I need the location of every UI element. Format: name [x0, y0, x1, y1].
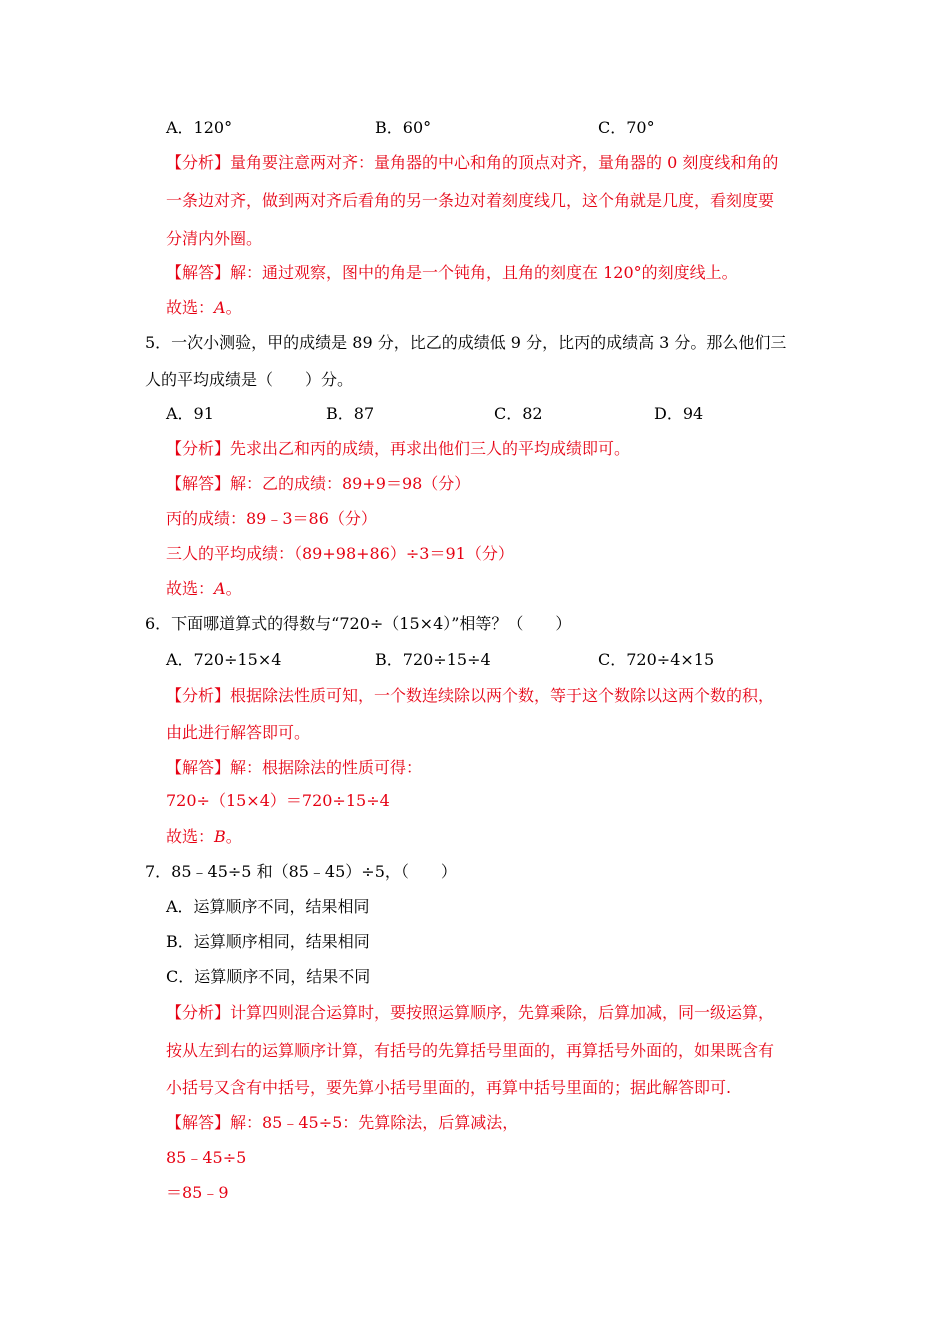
- q6-solution-line-2: 720÷（15×4）＝720÷15÷4: [166, 791, 390, 810]
- q6-choice: [166, 827, 242, 847]
- q4-analysis-line-1: 【分析】量角要注意两对齐：量角器的中心和角的顶点对齐，量角器的 0 刻度线和角的: [166, 153, 779, 172]
- q5-option-d: D．94: [654, 404, 704, 423]
- q4-choice: [166, 298, 242, 318]
- q5-solution-line-1: 【解答】解：乙的成绩：89+9＝98（分）: [166, 474, 471, 493]
- q7-solution-line-2: 85﹣45÷5: [166, 1148, 247, 1167]
- q7-analysis-line-2: 按从左到右的运算顺序计算，有括号的先算括号里面的，再算括号外面的，如果既含有: [166, 1041, 775, 1060]
- q6-option-b: B．720÷15÷4: [375, 650, 491, 669]
- q5-choice-suffix: 。: [225, 579, 242, 598]
- q6-choice-letter: B: [214, 827, 226, 846]
- q4-choice-suffix: 。: [225, 298, 242, 317]
- q5-option-a: A．91: [166, 404, 214, 423]
- q4-choice-prefix: 故选：: [166, 298, 215, 317]
- q6-option-c: C．720÷4×15: [598, 650, 715, 669]
- q7-option-a: A．运算顺序不同，结果相同: [166, 897, 370, 916]
- q5-choice-letter: A: [214, 579, 226, 598]
- q5-solution-line-2: 丙的成绩：89﹣3＝86（分）: [166, 509, 377, 528]
- q4-option-b: B．60°: [375, 118, 432, 137]
- q7-analysis-line-3: 小括号又含有中括号，要先算小括号里面的，再算中括号里面的；据此解答即可.: [166, 1078, 732, 1097]
- q6-solution-line-1: 【解答】解：根据除法的性质可得：: [166, 758, 423, 777]
- q5-choice-prefix: 故选：: [166, 579, 215, 598]
- q4-analysis-line-2: 一条边对齐，做到两对齐后看角的另一条边对着刻度线几，这个角就是几度，看刻度要: [166, 191, 775, 210]
- q7-option-c: C．运算顺序不同，结果不同: [166, 967, 371, 986]
- q5-analysis: 【分析】先求出乙和丙的成绩，再求出他们三人的平均成绩即可。: [166, 439, 631, 458]
- q4-analysis-line-3: 分清内外圈。: [166, 229, 263, 248]
- q7-question: 7．85﹣45÷5 和（85﹣45）÷5，（ ）: [145, 862, 457, 881]
- q6-choice-suffix: 。: [225, 827, 242, 846]
- q7-analysis-line-1: 【分析】计算四则混合运算时，要按照运算顺序，先算乘除，后算加减，同一级运算，: [166, 1003, 775, 1022]
- q5-option-b: B．87: [326, 404, 375, 423]
- q5-question-line-1: 5．一次小测验，甲的成绩是 89 分，比乙的成绩低 9 分，比丙的成绩高 3 分。那么他们三: [145, 333, 787, 352]
- q7-solution-line-3: ＝85﹣9: [166, 1183, 229, 1202]
- q6-choice-prefix: 故选：: [166, 827, 215, 846]
- q4-option-a: A．120°: [166, 118, 233, 137]
- q6-option-a: A．720÷15×4: [166, 650, 282, 669]
- q5-option-c: C．82: [494, 404, 543, 423]
- q4-option-c: C．70°: [598, 118, 655, 137]
- q6-analysis-line-2: 由此进行解答即可。: [166, 723, 311, 742]
- q7-solution-line-1: 【解答】解：85﹣45÷5：先算除法，后算减法，: [166, 1113, 519, 1132]
- q6-analysis-line-1: 【分析】根据除法性质可知，一个数连续除以两个数，等于这个数除以这两个数的积，: [166, 686, 775, 705]
- q5-question-line-2: 人的平均成绩是（ ）分。: [145, 370, 354, 389]
- q4-solution: 【解答】解：通过观察，图中的角是一个钝角，且角的刻度在 120°的刻度线上。: [166, 263, 738, 282]
- q5-solution-line-3: 三人的平均成绩：（89+98+86）÷3＝91（分）: [166, 544, 514, 563]
- q7-option-b: B．运算顺序相同，结果相同: [166, 932, 370, 951]
- q5-choice: [166, 579, 242, 599]
- q4-choice-letter: A: [214, 298, 226, 317]
- q6-question: 6．下面哪道算式的得数与“720÷（15×4）”相等？（ ）: [145, 614, 572, 633]
